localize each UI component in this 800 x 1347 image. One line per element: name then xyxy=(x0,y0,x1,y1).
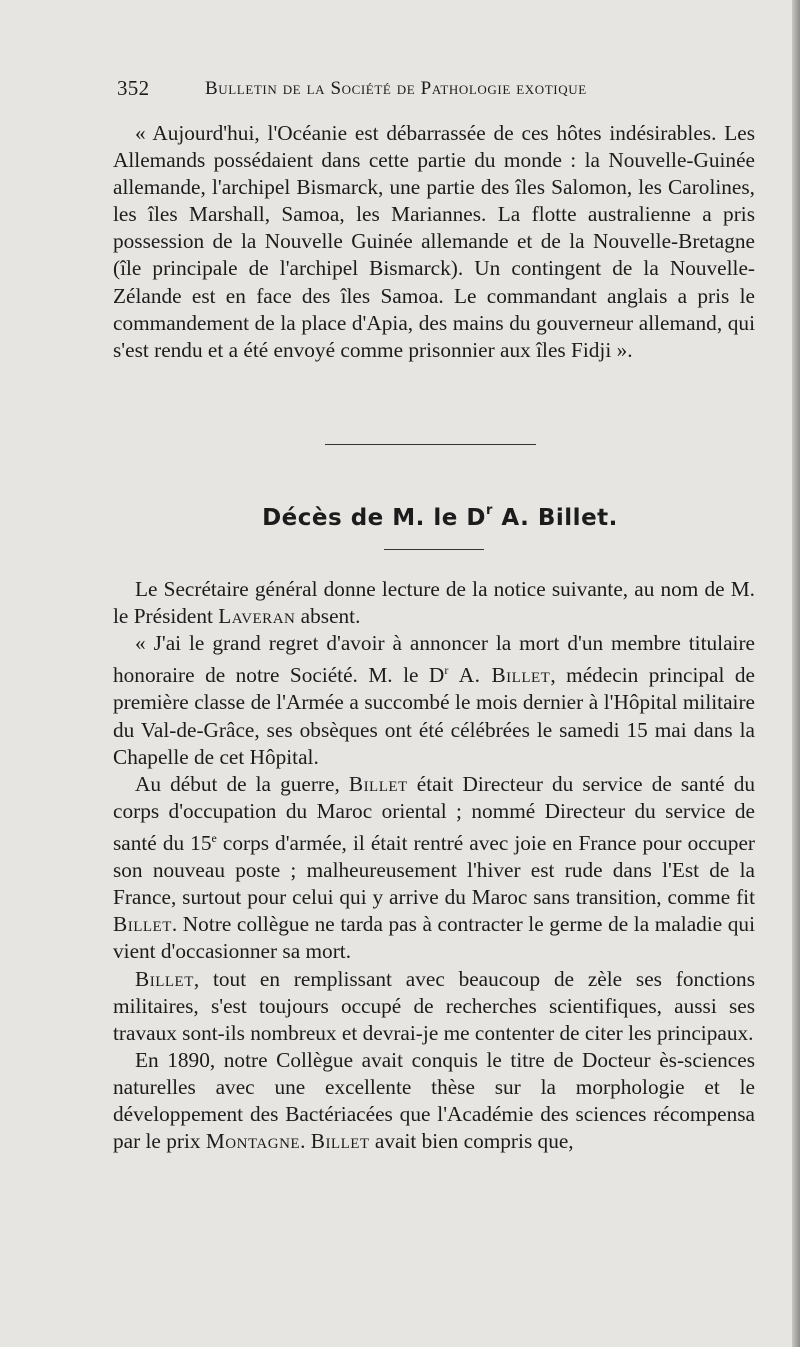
paragraph-research: Billet, tout en remplissant avec beaucoup de zèle ses fonctions militaires, s'est toujours occupé de recherches scientifiques, aussi ses travaux sont-ils nombreux et devrai-je me contenter de citer les principaux. xyxy=(113,966,755,1045)
page-header xyxy=(117,72,767,102)
paragraph-intro: Le Secrétaire général donne lecture de la notice suivante, au nom de M. le Président Laveran absent. xyxy=(113,577,755,629)
quote-paragraph: « Aujourd'hui, l'Océanie est débarrassée de ces hôtes indésirables. Les Allemands possédaient dans cette partie du monde : la Nouvelle-Guinée allemande, l'archipel Bismarck, une partie des îles Salomon, les Carolines, les îles Marshall, Samoa, les Mariannes. La flotte australienne a pris possession de la Nouvelle Guinée allemande et de la Nouvelle-Bretagne (île principale de l'archipel Bismarck). Un contingent de la Nouvelle-Zélande est en face des îles Samoa. Le commandant anglais a pris le commandement de la place d'Apia, des mains du gouverneur allemand, qui s'est rendu et a été envoyé comme prisonnier aux îles Fidji ». xyxy=(113,121,755,362)
person-name: Billet xyxy=(310,1129,370,1154)
section-divider xyxy=(325,444,536,445)
paragraph-announcement: « J'ai le grand regret d'avoir à annoncer la mort d'un membre titulaire honoraire de notre Société. M. le $D^r$ A. Billet, médecin principal de première classe de l'Armée a succombé le mois dernier à l'Hôpital militaire du Val-de-Grâce, ses obsèques ont été célébrées le samedi 15 mai dans la Chapelle de cet Hôpital. xyxy=(113,631,755,769)
title-superscript: r xyxy=(485,503,493,519)
section-title xyxy=(0,505,800,531)
obituary-body xyxy=(113,576,755,1155)
title-underline xyxy=(384,549,484,550)
prize-name: Montagne xyxy=(205,1129,301,1154)
running-title: Bulletin de la Société de Pathologie exotique xyxy=(205,78,587,99)
paragraph-doctorate: En 1890, notre Collègue avait conquis le titre de Docteur ès-sciences naturelles avec une excellente thèse sur la morphologie et le développement des Bactériacées que l'Académie des sciences récompensa par le prix Montagne. Billet avait bien compris que, xyxy=(113,1047,755,1154)
title-text-end: A. Billet. xyxy=(492,505,618,531)
title-text-start: Décès de M. le D xyxy=(262,505,486,531)
page-number: 352 xyxy=(117,76,150,100)
person-name: Billet xyxy=(135,966,194,991)
person-name: Billet xyxy=(113,912,172,937)
paragraph-war: Au début de la guerre, Billet était Directeur du service de santé du corps d'occupation du Maroc oriental ; nommé Directeur du service de santé du 15e corps d'armée, il était rentré avec joie en France pour occuper son nouveau poste ; malheureusement l'hiver est rude dans l'Est de la France, surtout pour celui qui y arrive du Maroc sans transition, comme fit Billet. Notre collègue ne tarda pas à contracter le germe de la maladie qui vient d'occasionner sa mort. xyxy=(113,771,755,964)
person-name: Billet xyxy=(348,771,408,796)
quote-block xyxy=(113,120,755,364)
page-edge xyxy=(792,0,800,1347)
person-name: A. Billet xyxy=(458,663,551,688)
person-name: Laveran xyxy=(218,604,296,629)
